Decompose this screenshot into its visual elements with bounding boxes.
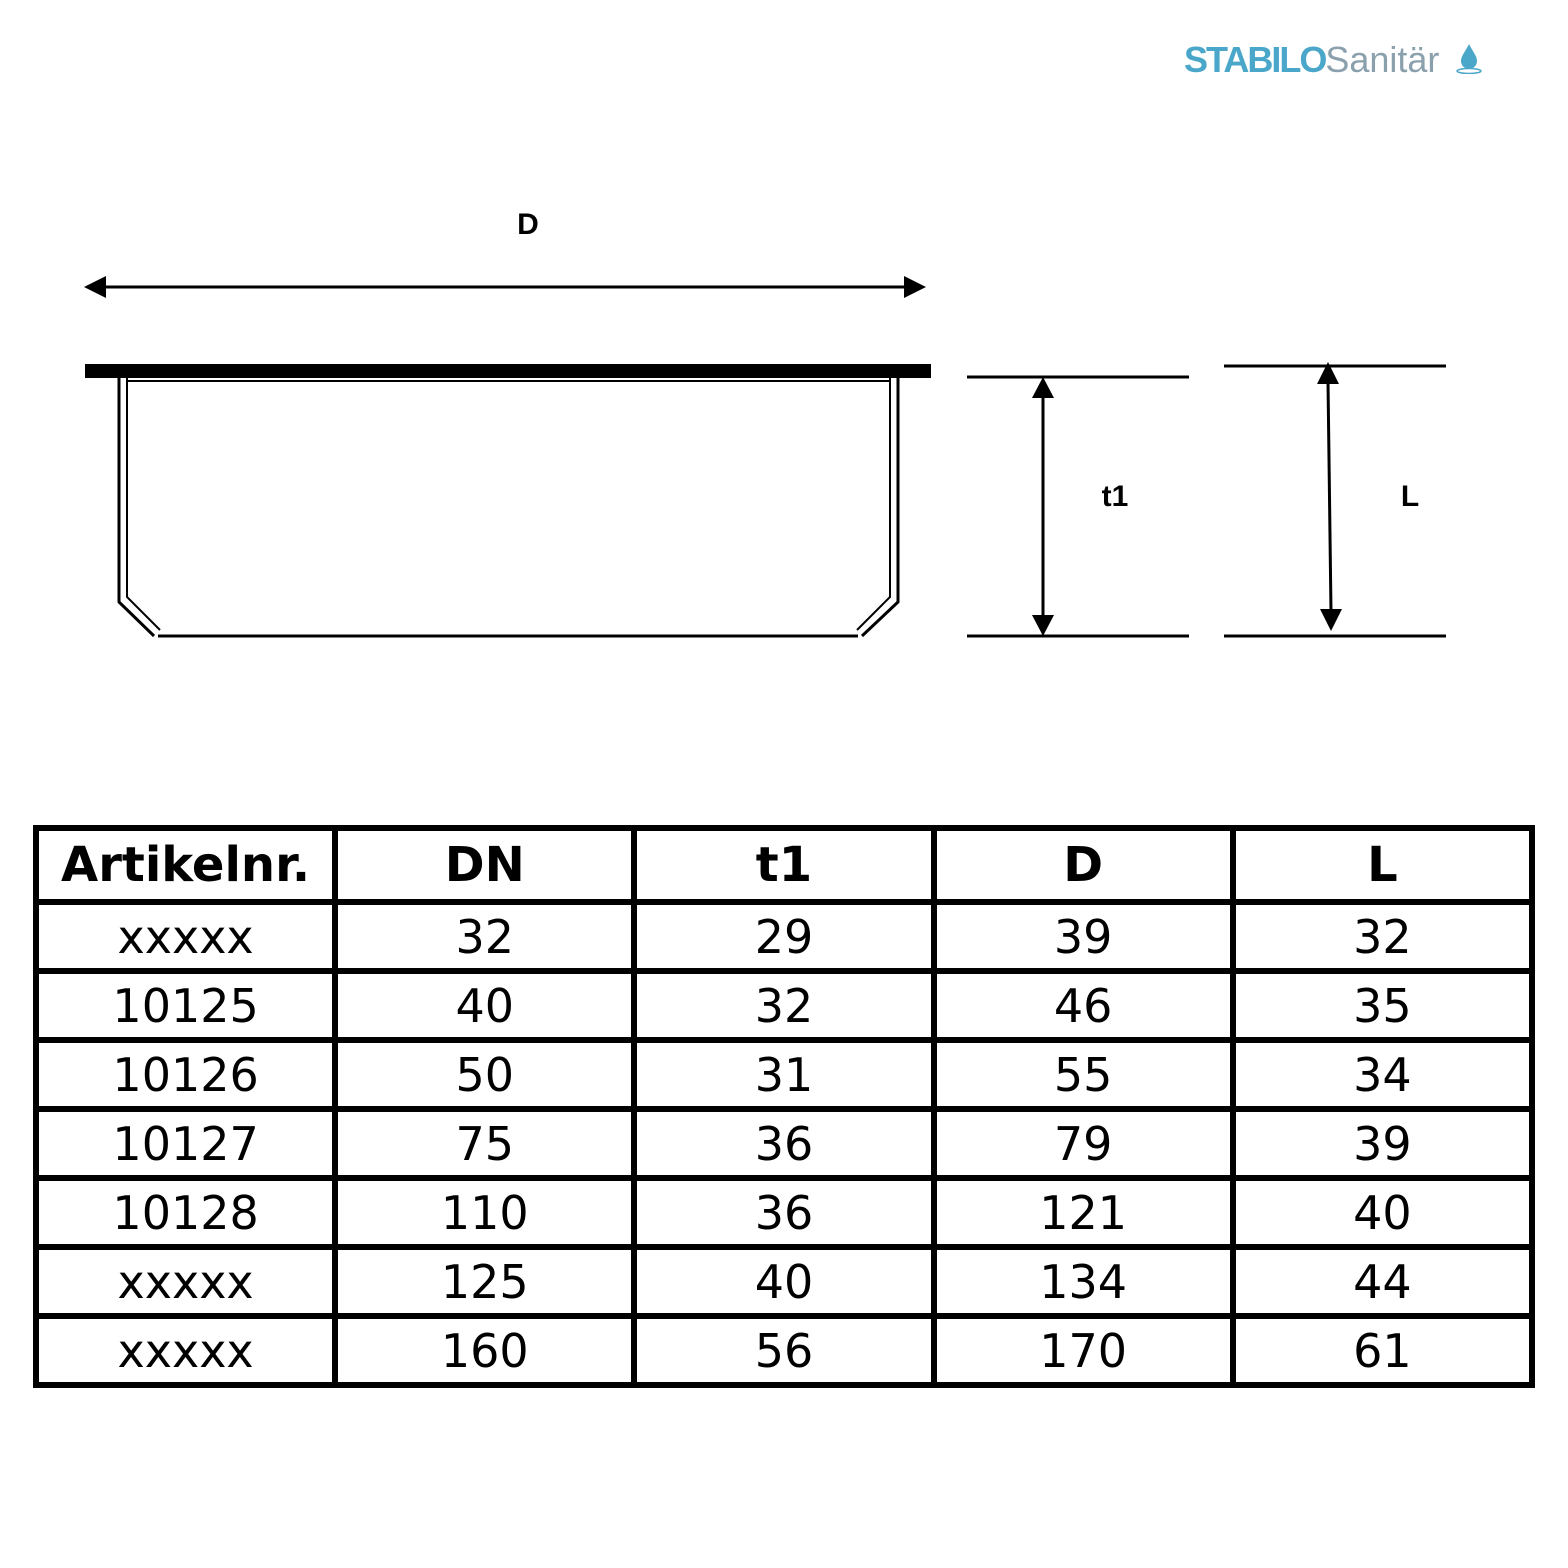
table-row [36, 971, 1532, 1040]
part-profile [85, 364, 931, 636]
cell-article-number: 10126 [36, 1040, 335, 1109]
cell-article-number: xxxxx [36, 1247, 335, 1316]
length-dimension [1224, 362, 1446, 636]
header-t1: t1 [634, 828, 933, 902]
cell-d: 55 [934, 1040, 1233, 1109]
table-row [36, 1316, 1532, 1385]
header-article-number: Artikelnr. [36, 828, 335, 902]
cell-article-number: xxxxx [36, 902, 335, 971]
table-row [36, 902, 1532, 971]
cell-d: 46 [934, 971, 1233, 1040]
cell-dn: 50 [335, 1040, 634, 1109]
cell-t1: 32 [634, 971, 933, 1040]
arrowhead-left-icon [84, 276, 106, 298]
cell-l: 40 [1233, 1178, 1532, 1247]
cell-dn: 32 [335, 902, 634, 971]
cell-dn: 110 [335, 1178, 634, 1247]
cell-dn: 125 [335, 1247, 634, 1316]
cell-l: 61 [1233, 1316, 1532, 1385]
cell-l: 39 [1233, 1109, 1532, 1178]
cell-l: 32 [1233, 902, 1532, 971]
cell-t1: 56 [634, 1316, 933, 1385]
logo-sub-text: Sanitär [1325, 39, 1440, 80]
cell-d: 170 [934, 1316, 1233, 1385]
header-l: L [1233, 828, 1532, 902]
cell-article-number: xxxxx [36, 1316, 335, 1385]
cell-l: 34 [1233, 1040, 1532, 1109]
table-row [36, 1040, 1532, 1109]
arrowhead-down-icon [1320, 609, 1342, 631]
cell-d: 39 [934, 902, 1233, 971]
arrowhead-right-icon [904, 276, 926, 298]
arrowhead-up-icon [1032, 377, 1054, 398]
cell-article-number: 10125 [36, 971, 335, 1040]
table-header-row [36, 828, 1532, 902]
cell-d: 79 [934, 1109, 1233, 1178]
logo-brand-text: STABILO [1184, 39, 1326, 80]
dimensions-table [33, 825, 1535, 1388]
flange [85, 364, 931, 378]
diameter-dimension [84, 208, 926, 298]
cell-t1: 36 [634, 1109, 933, 1178]
cell-article-number: 10127 [36, 1109, 335, 1178]
cell-l: 44 [1233, 1247, 1532, 1316]
cell-article-number: 10128 [36, 1178, 335, 1247]
header-dn: DN [335, 828, 634, 902]
arrowhead-down-icon [1032, 615, 1054, 636]
cell-t1: 29 [634, 902, 933, 971]
cell-t1: 36 [634, 1178, 933, 1247]
header-d: D [934, 828, 1233, 902]
cell-d: 121 [934, 1178, 1233, 1247]
depth-label: t1 [1101, 480, 1129, 513]
cell-dn: 40 [335, 971, 634, 1040]
cell-t1: 31 [634, 1040, 933, 1109]
cell-d: 134 [934, 1247, 1233, 1316]
depth-dimension [967, 377, 1189, 636]
table-row [36, 1109, 1532, 1178]
table-row [36, 1178, 1532, 1247]
cell-dn: 160 [335, 1316, 634, 1385]
cell-t1: 40 [634, 1247, 933, 1316]
technical-drawing [0, 0, 1568, 760]
diameter-label: D [517, 208, 539, 241]
table-row [36, 1247, 1532, 1316]
cell-dn: 75 [335, 1109, 634, 1178]
length-label: L [1400, 480, 1420, 513]
cell-l: 35 [1233, 971, 1532, 1040]
